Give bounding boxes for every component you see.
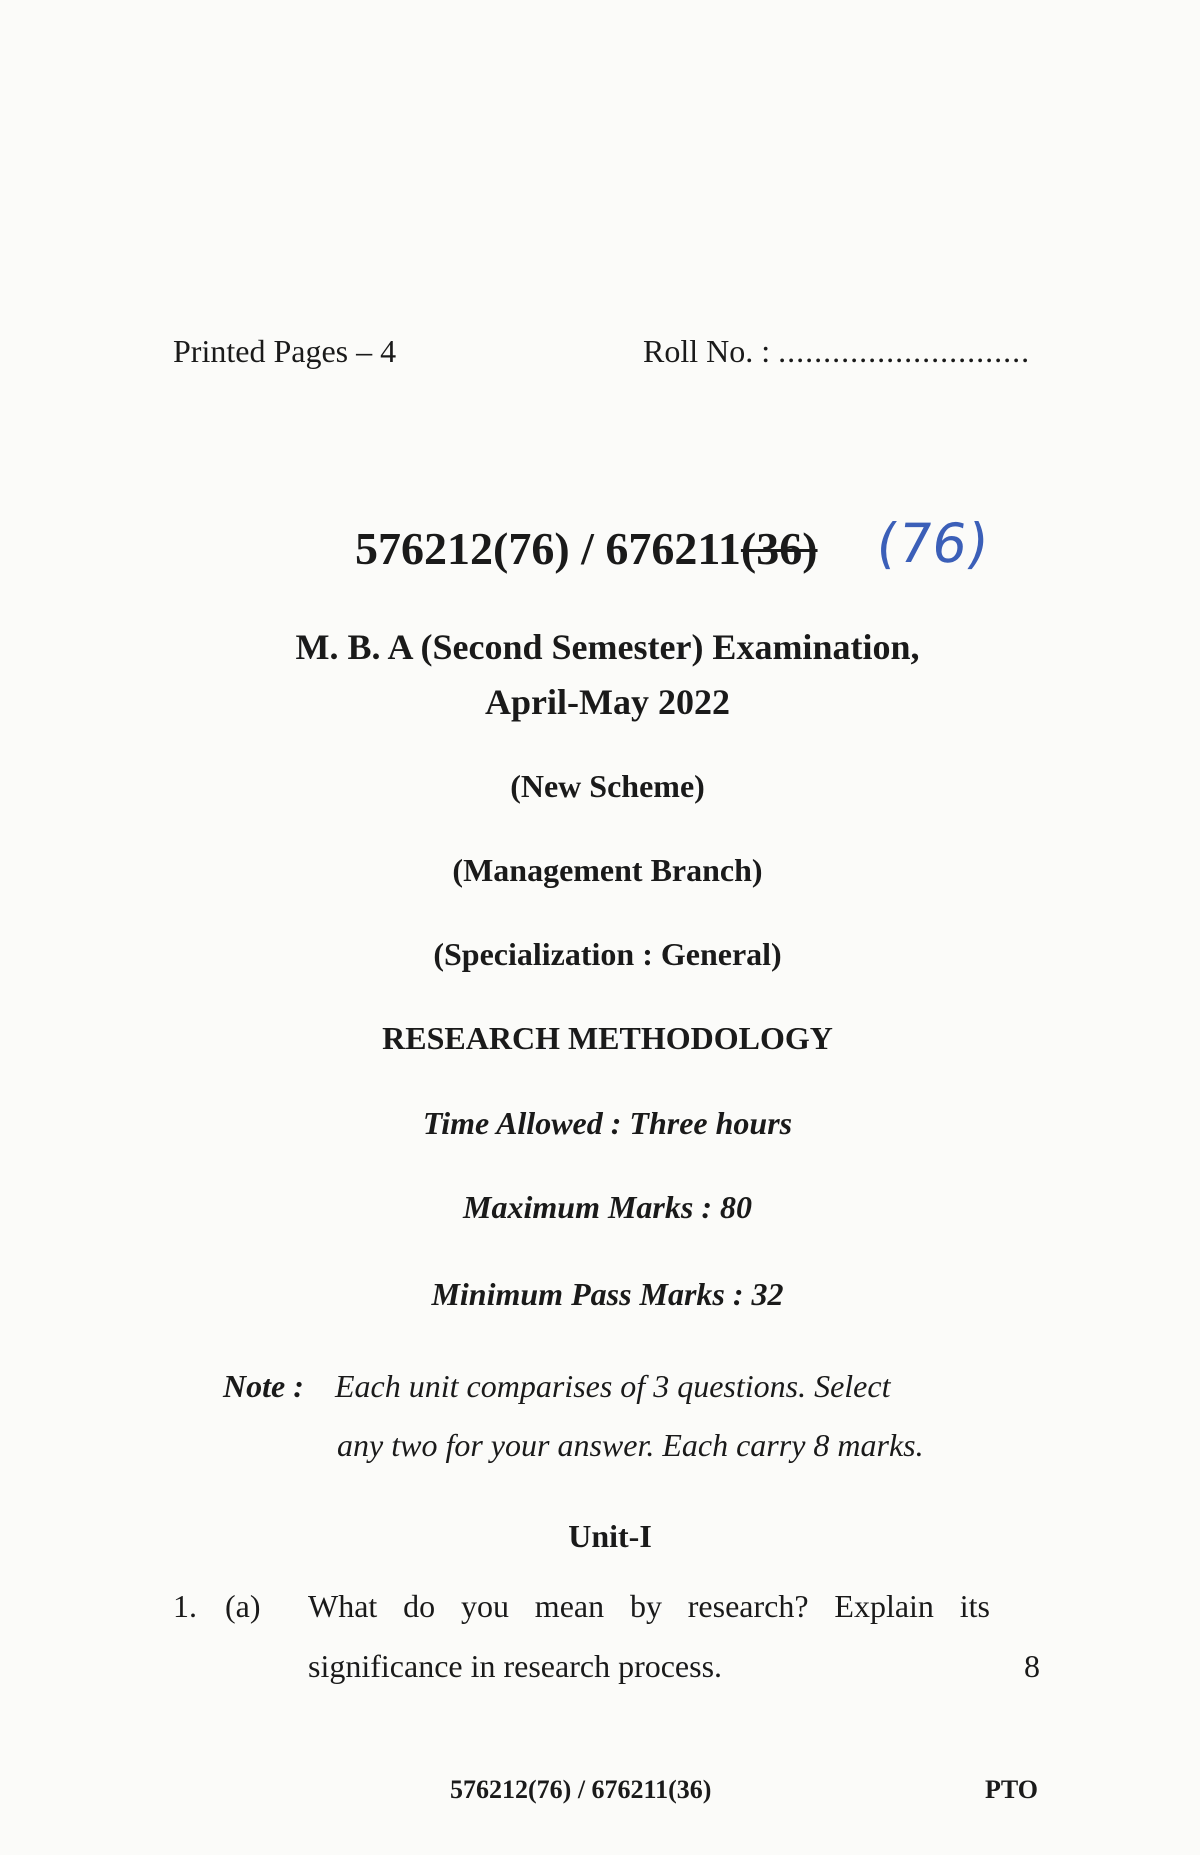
paper-code: [355, 522, 818, 575]
roll-number-blank: ............................: [778, 333, 1031, 369]
roll-number-field: [643, 333, 1030, 370]
question-marks: 8: [1024, 1648, 1040, 1684]
exam-specialization: (Specialization : General): [433, 936, 782, 972]
footer-pto: PTO: [985, 1775, 1038, 1804]
exam-scheme: (New Scheme): [510, 768, 705, 804]
exam-branch: (Management Branch): [452, 852, 763, 888]
unit-heading: Unit-I: [568, 1518, 652, 1554]
paper-code-main: 576212(76) / 676211: [355, 523, 741, 574]
maximum-marks: Maximum Marks : 80: [463, 1189, 752, 1225]
paper-code-struck: (36): [740, 523, 818, 574]
note-text-line-1: Each unit comparises of 3 questions. Select: [335, 1368, 891, 1404]
note-text-line-2: any two for your answer. Each carry 8 marks.: [337, 1427, 924, 1463]
question-part: (a): [225, 1588, 261, 1624]
minimum-pass-marks: Minimum Pass Marks : 32: [431, 1276, 784, 1312]
question-text-line-2: significance in research process.: [308, 1648, 723, 1684]
subject-title: RESEARCH METHODOLOGY: [382, 1020, 833, 1056]
printed-pages: Printed Pages – 4: [173, 333, 397, 369]
handwritten-correction: (76): [872, 512, 993, 575]
question-text-line-1: What do you mean by research? Explain its: [308, 1588, 990, 1624]
footer-paper-code: 576212(76) / 676211(36): [450, 1775, 712, 1804]
exam-session: April-May 2022: [485, 682, 730, 722]
exam-title: M. B. A (Second Semester) Examination,: [295, 627, 920, 667]
time-allowed: Time Allowed : Three hours: [422, 1105, 793, 1141]
note-label: Note :: [223, 1368, 304, 1404]
roll-number-label: Roll No. :: [643, 333, 771, 369]
question-number: 1.: [173, 1588, 197, 1624]
